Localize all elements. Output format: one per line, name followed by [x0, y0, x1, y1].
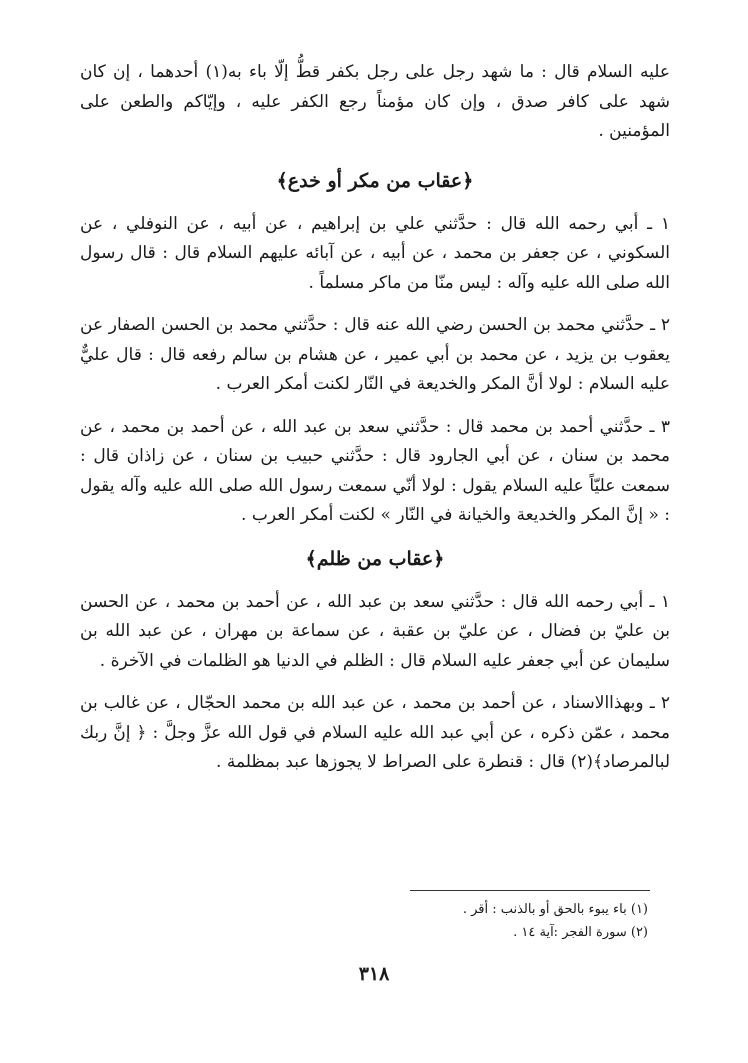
hadith-paragraph: ٢ ـ حدَّثني محمد بن الحسن رضي الله عنه قال : حدَّثني محمد بن الحسن الصفار عن يعقوب بن يزيد ، عن محمد بن أبي عمير ، عن هشام بن سالم رفعه قال : قال عليٌّ عليه السلام : لولا أنَّ المكر والخديعة في النّار لكنت أمكر العرب . [80, 315, 670, 394]
hadith-paragraph: ٢ ـ وبهذاالاسناد ، عن أحمد بن محمد ، عن عبد الله بن محمد الحجّال ، عن غالب بن محمد ، عمّن ذكره ، عن أبي عبد الله عليه السلام في قول الله عزَّ وجلَّ : ﴿ إنَّ ربك لبالمرصاد﴾(٢) قال : قنطرة على الصراط لا يجوزها عبد بمظلمة . [80, 693, 670, 772]
hadith-paragraph: ٣ ـ حدَّثني أحمد بن محمد قال : حدَّثني سعد بن عبد الله ، عن أحمد بن محمد ، عن محمد بن سنان ، عن أبي الجارود قال : حدَّثني حبيب بن سنان ، عن زاذان قال : سمعت عليّاً عليه السلام يقول : لولا أنّي سمعت رسول الله صلى الله عليه وآله يقول : « إنَّ المكر والخديعة والخيانة في النّار » لكنت أمكر العرب . [80, 416, 670, 525]
footnotes [348, 898, 648, 944]
footnote-1: (١) باء يبوء بالحق أو بالذنب : أقر . [462, 902, 648, 917]
footnote-divider [410, 890, 650, 891]
section-heading-deceit: ﴿عقاب من مكر أو خدع﴾ [276, 169, 474, 192]
footnote-2: (٢) سورة الفجر :آية ١٤ . [513, 925, 648, 940]
hadith-paragraph: ١ ـ أبي رحمه الله قال : حدَّثني سعد بن عبد الله ، عن أحمد بن محمد ، عن الحسن بن عليّ بن فضال ، عن عليّ بن عقبة ، عن سماعة بن مهران ، عن عبد الله بن سليمان عن أبي جعفر عليه السلام قال : الظلم في الدنيا هو الظلمات في الآخرة . [80, 591, 670, 671]
page-number: ٣١٨ [358, 963, 390, 985]
intro-paragraph: عليه السلام قال : ما شهد رجل على رجل بكفر قطُّ إلّا باء به(١) أحدهما ، إن كان شهد على كافر صدق ، وإن كان مؤمناً رجع الكفر عليه ، وإيّاكم والطعن على المؤمنين . [80, 62, 671, 141]
hadith-paragraph: ١ ـ أبي رحمه الله قال : حدَّثني علي بن إبراهيم ، عن أبيه ، عن النوفلي ، عن السكوني ، عن جعفر بن محمد ، عن أبيه ، عن آبائه عليهم السلام قال : قال رسول الله صلى الله عليه وآله : ليس منّا من ماكر مسلماً . [80, 213, 670, 293]
page-body [80, 58, 670, 778]
section-heading-oppression: ﴿عقاب من ظلم﴾ [305, 547, 445, 570]
